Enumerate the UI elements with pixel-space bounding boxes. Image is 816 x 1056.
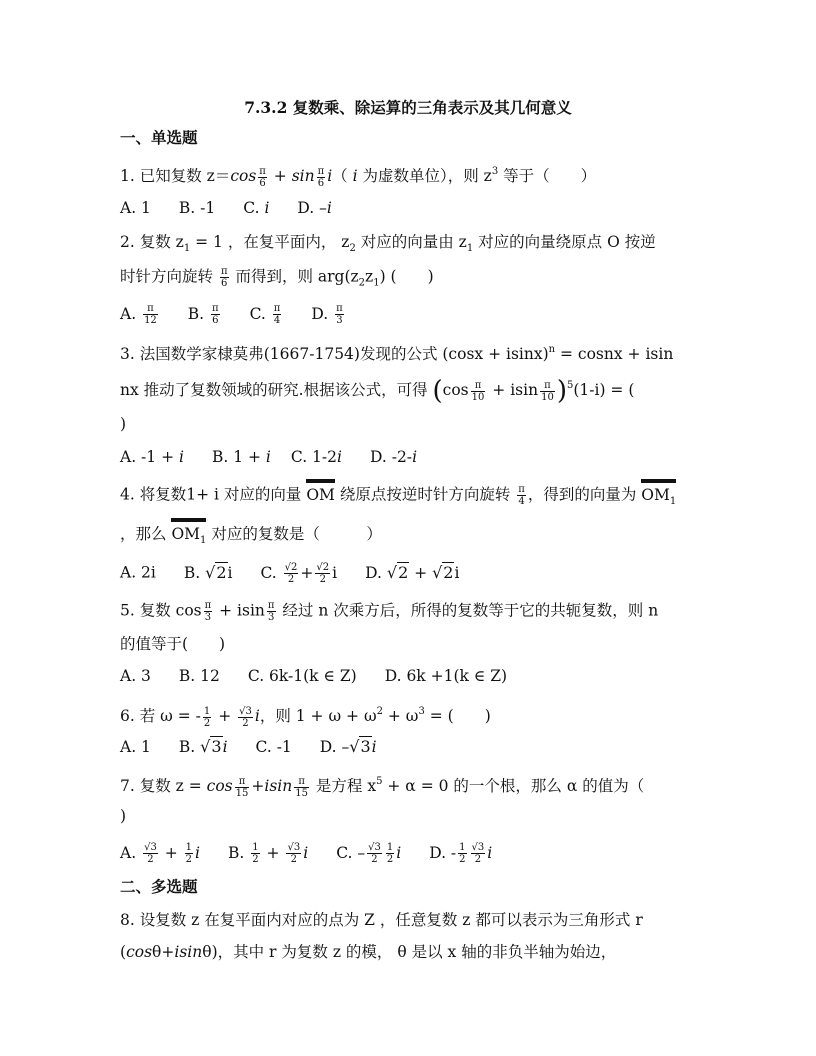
question-6: 6. 若 ω = - $\frac{1}{2}$ + $\frac{√3}{2}$ i，则 $1 + \omega + \omega^2 + \omega^3$ = ( ) — [120, 705, 491, 729]
question-5-options — [120, 666, 507, 686]
question-4-line-2: ，那么 $OM_1$ 对应的复数是（ ） — [120, 524, 382, 551]
option-a: A. 1 — [120, 199, 151, 217]
question-3-options — [120, 447, 417, 467]
option-d: D. –√3i — [319, 737, 377, 756]
question-4-options — [120, 562, 459, 585]
option-a: A. -1 + i — [120, 448, 184, 466]
question-3-line-3: ) — [120, 415, 127, 433]
question-7: 7. 复数 z = cos $\frac{\pi}{15}$ +isin $\frac{\pi}{15}$ 是方程 $x^5 + \alpha = 0$ 的一个根，那么 α 的值为（ — [120, 775, 645, 799]
question-8: 8. 设复数 z 在复平面内对应的点为 Z ，任意复数 z 都可以表示为三角形式 r — [120, 911, 643, 929]
question-7-options — [120, 842, 492, 865]
option-b: B. $\frac{\pi}{6}$ — [187, 303, 219, 326]
option-b: B. -1 — [178, 199, 216, 217]
option-a: A. 3 — [120, 667, 151, 685]
question-8-line-2: (cosθ+isinθ)，其中 r 为复数 z 的模， θ 是以 x 轴的非负半轴为始边， — [120, 943, 617, 961]
question-2: 2. 复数 $z_1 = 1$ ，在复平面内， $z_2$ 对应的向量由 $z_1$ 对应的向量绕原点 O 按逆 — [120, 233, 656, 254]
option-d: D. √2 + √2i — [365, 562, 460, 582]
question-5-line-2: 的值等于( ) — [120, 635, 226, 653]
option-b: B. √2i — [183, 562, 233, 582]
option-a: A. 1 — [120, 738, 151, 756]
page-title: 7.3.2 复数乘、除运算的三角表示及其几何意义 — [244, 98, 572, 117]
option-b: B. √3i — [178, 737, 228, 756]
question-5: 5. 复数 cos $\frac{\pi}{3}$ + isin $\frac{\pi}{3}$ 经过 n 次乘方后，所得的复数等于它的共轭复数，则 n — [120, 600, 659, 623]
option-d: D. - $\frac{1}{2}$ $\frac{√3}{2}$ i — [429, 842, 493, 865]
section-heading-multi-choice: 二、多选题 — [120, 877, 198, 896]
option-d: D. 6k +1(k ∈ Z) — [384, 667, 508, 685]
option-c: C. $\frac{√2}{2}$ + $\frac{√2}{2}$ i — [260, 562, 338, 585]
option-b: B. 1 + i — [211, 448, 271, 466]
vector-om: OM — [306, 485, 335, 504]
question-2-line-2: 时针方向旋转 $\frac{\pi}{6}$ 而得到，则 $arg(z_2z_1)$ ( ) — [120, 266, 434, 289]
option-a: A. $\frac{√3}{2}$ + $\frac{1}{2}$ i — [120, 842, 200, 865]
option-c: C. i — [243, 199, 270, 217]
option-c: C. -1 — [255, 738, 292, 756]
section-heading-single-choice: 一、单选题 — [120, 128, 198, 147]
question-1: 1. 已知复数 z＝cos $\frac{\pi}{6}$ + sin $\frac{\pi}{6}$ i（ i 为虚数单位），则 $z^3$ 等于（ ） — [120, 165, 597, 189]
option-c: C. 1-2i — [290, 448, 342, 466]
vector-om1: $OM_1$ — [641, 485, 676, 512]
question-2-options — [120, 303, 346, 326]
option-c: C. 6k-1(k ∈ Z) — [247, 667, 357, 685]
question-6-options — [120, 737, 377, 757]
option-c: C. $\frac{\pi}{4}$ — [249, 303, 281, 326]
option-d: D. -2-i — [369, 448, 418, 466]
question-3: 3. 法国数学家棣莫弗(1667-1754)发现的公式 $(\cos x + isinx)^n$ = cosnx + isin — [120, 344, 674, 363]
question-1-options — [120, 198, 332, 218]
option-d: D. $\frac{\pi}{3}$ — [311, 303, 343, 326]
question-4: 4. 将复数1+ i 对应的向量 OM 绕原点按逆时针方向旋转 $\frac{\pi}{4}$ ，得到的向量为 $OM_1$ — [120, 484, 676, 512]
question-3-line-2: nx 推动了复数领域的研究.根据该公式，可得 (cos $\frac{\pi}{10}$ + isin $\frac{\pi}{10}$ )$^5$(1-i) = ( — [120, 376, 635, 406]
option-c: C. – $\frac{√3}{2}$ $\frac{1}{2}$ i — [336, 842, 402, 865]
option-a: A. $\frac{\pi}{12}$ — [120, 303, 157, 326]
question-7-line-2: ) — [120, 807, 127, 825]
option-b: B. 12 — [178, 667, 220, 685]
option-a: A. 2i — [120, 563, 156, 582]
option-b: B. $\frac{1}{2}$ + $\frac{√3}{2}$ i — [228, 842, 309, 865]
option-d: D. –i — [297, 199, 332, 217]
